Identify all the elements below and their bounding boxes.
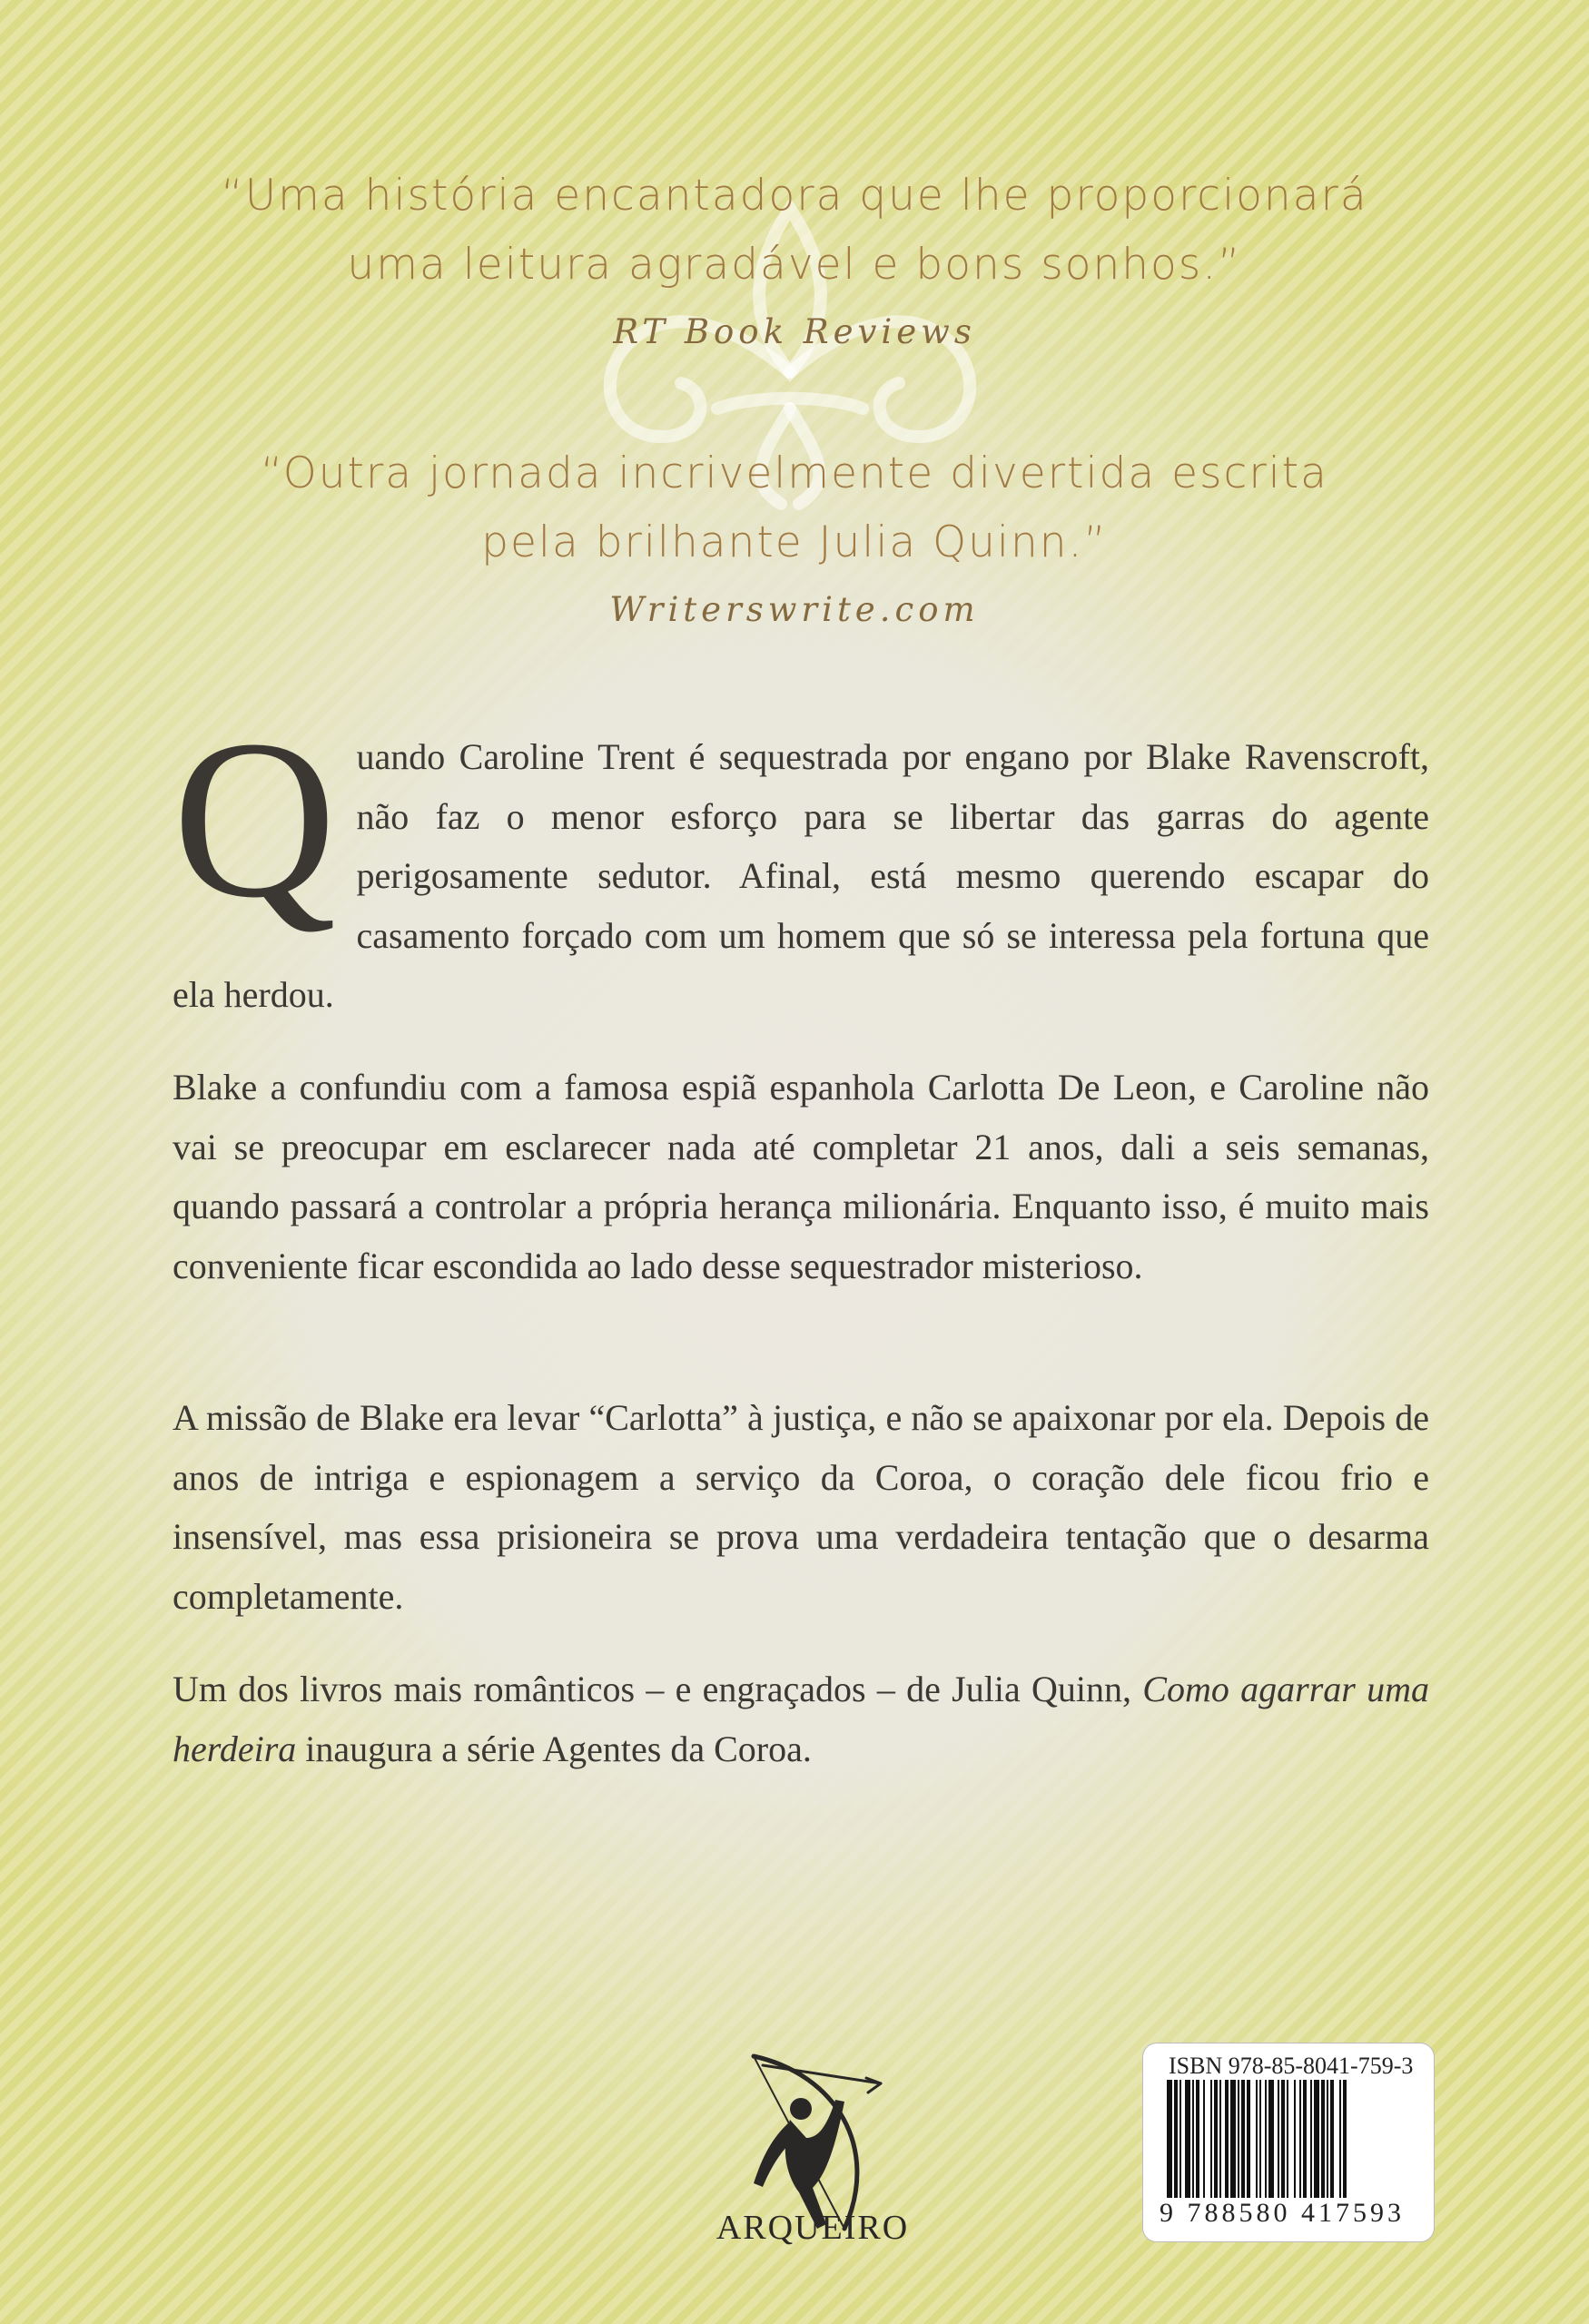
barcode-bar: [1196, 2080, 1199, 2207]
barcode-bar: [1303, 2080, 1307, 2207]
barcode-bar: [1265, 2080, 1267, 2207]
barcode-bar: [1281, 2080, 1285, 2207]
barcode-box: [1142, 2043, 1435, 2242]
barcode-bar: [1247, 2080, 1250, 2207]
review-quote-2-line-2: pela brilhante Julia Quinn.”: [481, 517, 1108, 567]
review-source-1: RT Book Reviews: [613, 312, 976, 351]
barcode-bar: [1192, 2080, 1194, 2207]
barcode-bar: [1225, 2080, 1229, 2207]
barcode-bar: [1219, 2080, 1221, 2207]
barcode-icon: [1165, 2080, 1412, 2207]
barcode-bar: [1256, 2080, 1258, 2207]
barcode-bar: [1314, 2080, 1319, 2207]
review-quote-2: [0, 439, 1589, 577]
review-source-2: Writerswrite.com: [609, 590, 980, 629]
barcode-bar: [1203, 2080, 1205, 2207]
review-quote-1-line-1: “Uma história encantadora que lhe proporcionará: [221, 171, 1368, 221]
book-title: Como agarrar uma herdeira: [173, 1669, 1429, 1769]
barcode-bar: [1238, 2080, 1239, 2207]
barcode-bar: [1343, 2080, 1347, 2207]
synopsis-paragraph-4: [173, 1659, 1429, 1778]
synopsis-paragraph-4-start: Um dos livros mais românticos – e engraçados – de Julia Quinn,: [173, 1669, 1143, 1709]
barcode-bar: [1167, 2080, 1172, 2207]
publisher-name: ARQUEIRO: [716, 2209, 910, 2247]
barcode-bar: [1321, 2080, 1325, 2207]
barcode-bar: [1214, 2080, 1218, 2207]
drop-cap: Q: [173, 694, 337, 945]
barcode-bar: [1230, 2080, 1236, 2207]
barcode-bar: [1210, 2080, 1212, 2207]
barcode-bar: [1330, 2080, 1334, 2207]
synopsis-paragraph-1-text: uando Caroline Trent é sequestrada por engano por Blake Ravenscroft, não faz o menor esforço para se libertar das garras do agente perigosamente sedutor. Afinal, está mesmo querendo escapar do casamento forçado com um homem que só se interessa pela fortuna que ela herdou.: [173, 736, 1429, 1015]
isbn-label: ISBN 978-85-8041-759-3: [1169, 2053, 1414, 2079]
barcode-bar: [1179, 2080, 1181, 2207]
isbn-digits: 9 788580 417593: [1160, 2198, 1405, 2228]
synopsis-paragraph-1: [173, 694, 1429, 1025]
barcode-bar: [1241, 2080, 1245, 2207]
barcode-bar: [1259, 2080, 1261, 2207]
barcode-bar: [1174, 2080, 1178, 2207]
review-quote-2-line-1: “Outra jornada incrivelmente divertida escrita: [261, 448, 1328, 498]
synopsis-paragraph-2: Blake a confundiu com a famosa espiã espanhola Carlotta De Leon, e Caroline não vai se preocupar em esclarecer nada até completar 21 anos, dali a seis semanas, quando passará a controlar a própria herança milionária. Enquanto isso, é muito mais conveniente ficar escondida ao lado desse sequestrador misterioso.: [173, 1067, 1429, 1286]
barcode-bar: [1294, 2080, 1296, 2207]
barcode-bar: [1310, 2080, 1312, 2207]
synopsis-paragraph-3: A missão de Blake era levar “Carlotta” à justiça, e não se apaixonar por ela. Depois de anos de intriga e espionagem a serviço da Coroa, o coração dele ficou frio e insensível, mas essa prisioneira se prova uma verdadeira tentação que o desarma completamente.: [173, 1397, 1429, 1617]
barcode-bar: [1278, 2080, 1279, 2207]
barcode-bar: [1268, 2080, 1274, 2207]
synopsis-paragraph-4-end: inaugura a série Agentes da Coroa.: [296, 1728, 812, 1769]
barcode-bar: [1327, 2080, 1328, 2207]
review-quote-1: [0, 162, 1589, 300]
review-quote-1-line-2: uma leitura agradável e bons sonhos.”: [347, 240, 1242, 290]
barcode-bar: [1299, 2080, 1301, 2207]
barcode-bar: [1339, 2080, 1341, 2207]
barcode-bar: [1185, 2080, 1190, 2207]
barcode-bar: [1287, 2080, 1288, 2207]
